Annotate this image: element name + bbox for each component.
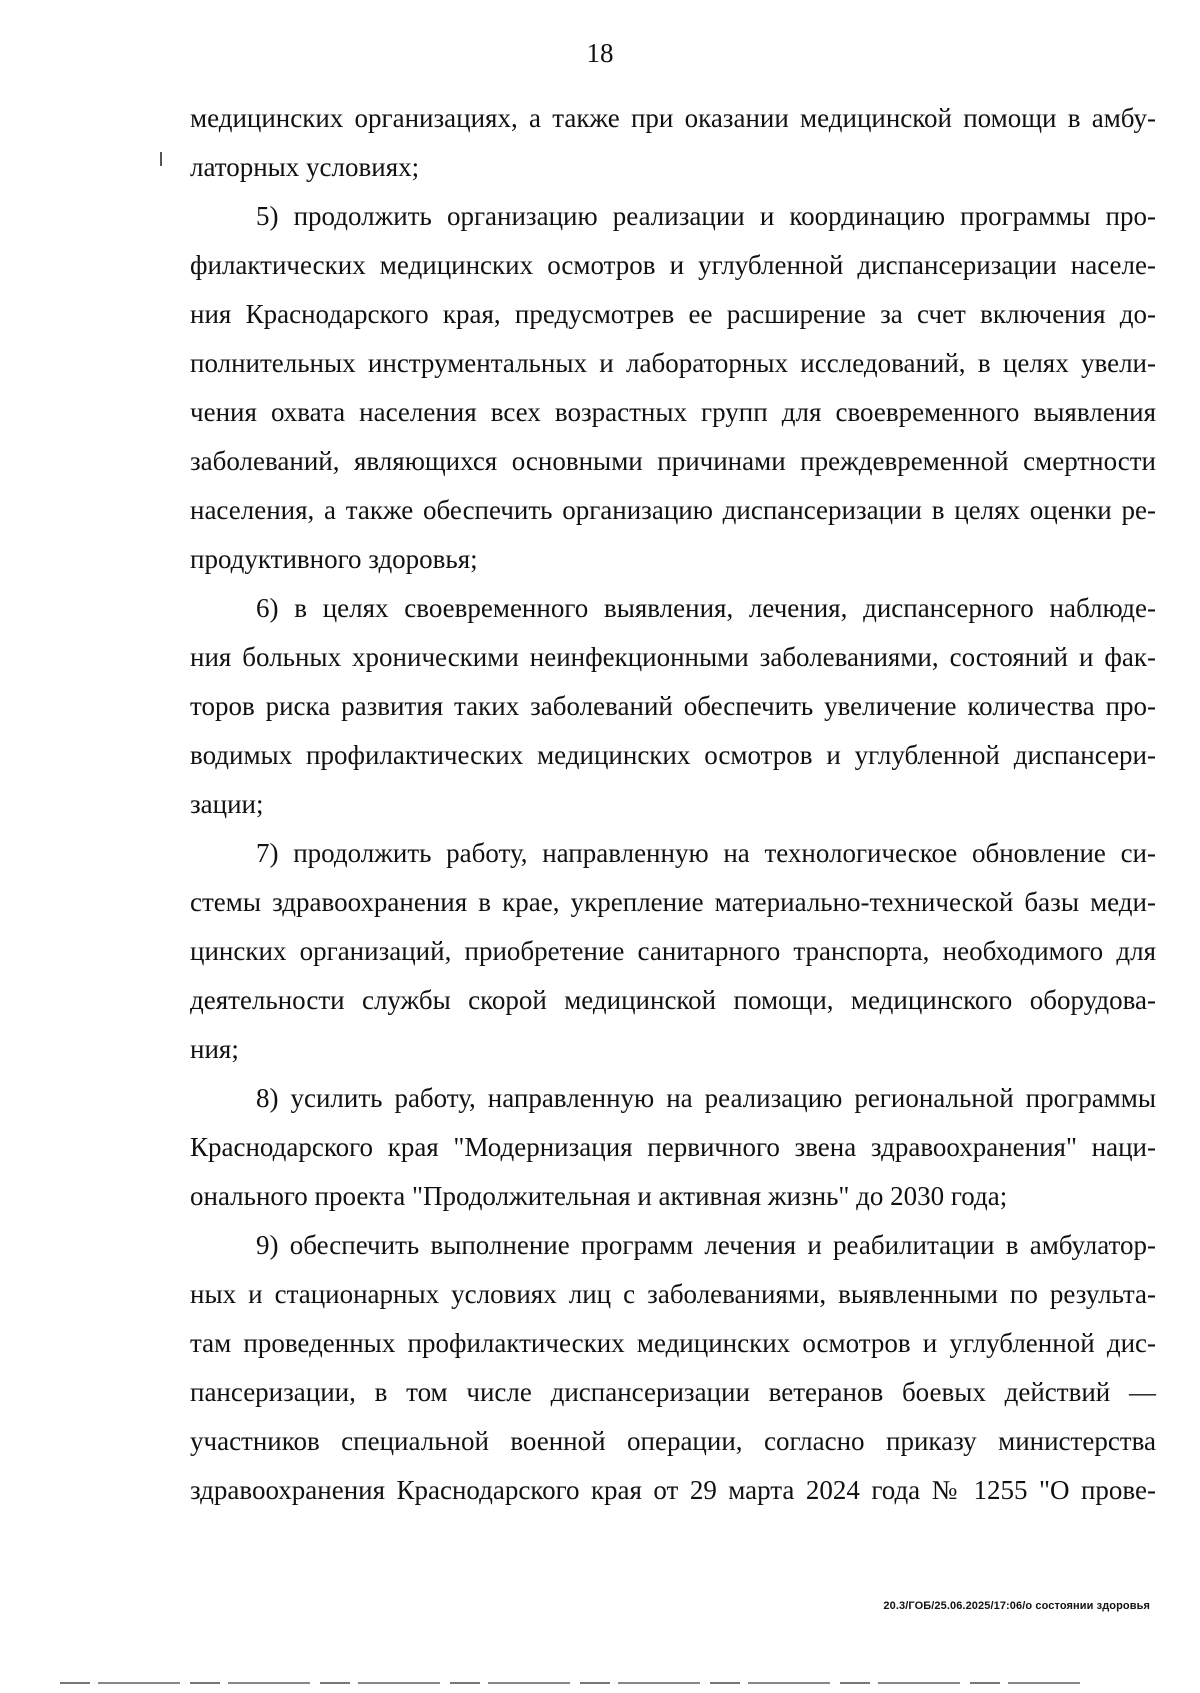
text-line: заболеваний, являющихся основными причинами преждевременной смертности <box>190 446 1156 476</box>
text-line: чения охвата населения всех возрастных групп для своевременного выявления <box>190 397 1156 427</box>
text-line: ных и стационарных условиях лиц с заболеваниями, выявленными по результа- <box>190 1279 1156 1309</box>
text-line: 8) усилить работу, направленную на реализацию региональной программы <box>256 1083 1156 1113</box>
text-line: латорных условиях; <box>190 152 420 182</box>
text-line: медицинских организациях, а также при оказании медицинской помощи в амбу- <box>190 103 1156 133</box>
text-line: здравоохранения Краснодарского края от 29 марта 2024 года № 1255 "О прове- <box>190 1475 1156 1505</box>
text-line: торов риска развития таких заболеваний обеспечить увеличение количества про- <box>190 691 1156 721</box>
text-line: ния; <box>190 1034 239 1064</box>
text-line: там проведенных профилактических медицинских осмотров и углубленной дис- <box>190 1328 1156 1358</box>
text-line: онального проекта "Продолжительная и активная жизнь" до 2030 года; <box>190 1181 1008 1211</box>
text-line: цинских организаций, приобретение санитарного транспорта, необходимого для <box>190 936 1156 966</box>
text-line: 6) в целях своевременного выявления, лечения, диспансерного наблюде- <box>256 593 1156 623</box>
text-line: деятельности службы скорой медицинской помощи, медицинского оборудова- <box>190 985 1156 1015</box>
text-line: пансеризации, в том числе диспансеризации ветеранов боевых действий — <box>190 1377 1156 1407</box>
page-number: 18 <box>586 38 614 68</box>
text-line: 5) продолжить организацию реализации и координацию программы про- <box>256 201 1156 231</box>
text-line: участников специальной военной операции, согласно приказу министерства <box>190 1426 1156 1456</box>
text-line: Краснодарского края "Модернизация первичного звена здравоохранения" наци- <box>190 1132 1156 1162</box>
text-line: зации; <box>190 789 264 819</box>
text-line: 7) продолжить работу, направленную на технологическое обновление си- <box>256 838 1156 868</box>
text-line: филактических медицинских осмотров и углубленной диспансеризации населе- <box>190 250 1156 280</box>
text-line: продуктивного здоровья; <box>190 544 478 574</box>
scan-bottom-edge <box>60 1682 1080 1684</box>
text-line: стемы здравоохранения в крае, укрепление материально-технической базы меди- <box>190 887 1156 917</box>
text-line: населения, а также обеспечить организацию диспансеризации в целях оценки ре- <box>190 495 1156 525</box>
text-line: ния больных хроническими неинфекционными заболеваниями, состояний и фак- <box>190 642 1156 672</box>
document-body <box>190 94 1156 1515</box>
text-line: ния Краснодарского края, предусмотрев ее расширение за счет включения до- <box>190 299 1156 329</box>
text-line: 9) обеспечить выполнение программ лечения и реабилитации в амбулатор- <box>256 1230 1156 1260</box>
text-line: водимых профилактических медицинских осмотров и углубленной диспансери- <box>190 740 1156 770</box>
scan-mark <box>160 152 162 166</box>
text-line: полнительных инструментальных и лабораторных исследований, в целях увели- <box>190 348 1156 378</box>
document-footer-code: 20.3/ГОБ/25.06.2025/17:06/о состоянии здоровья <box>883 1600 1150 1612</box>
